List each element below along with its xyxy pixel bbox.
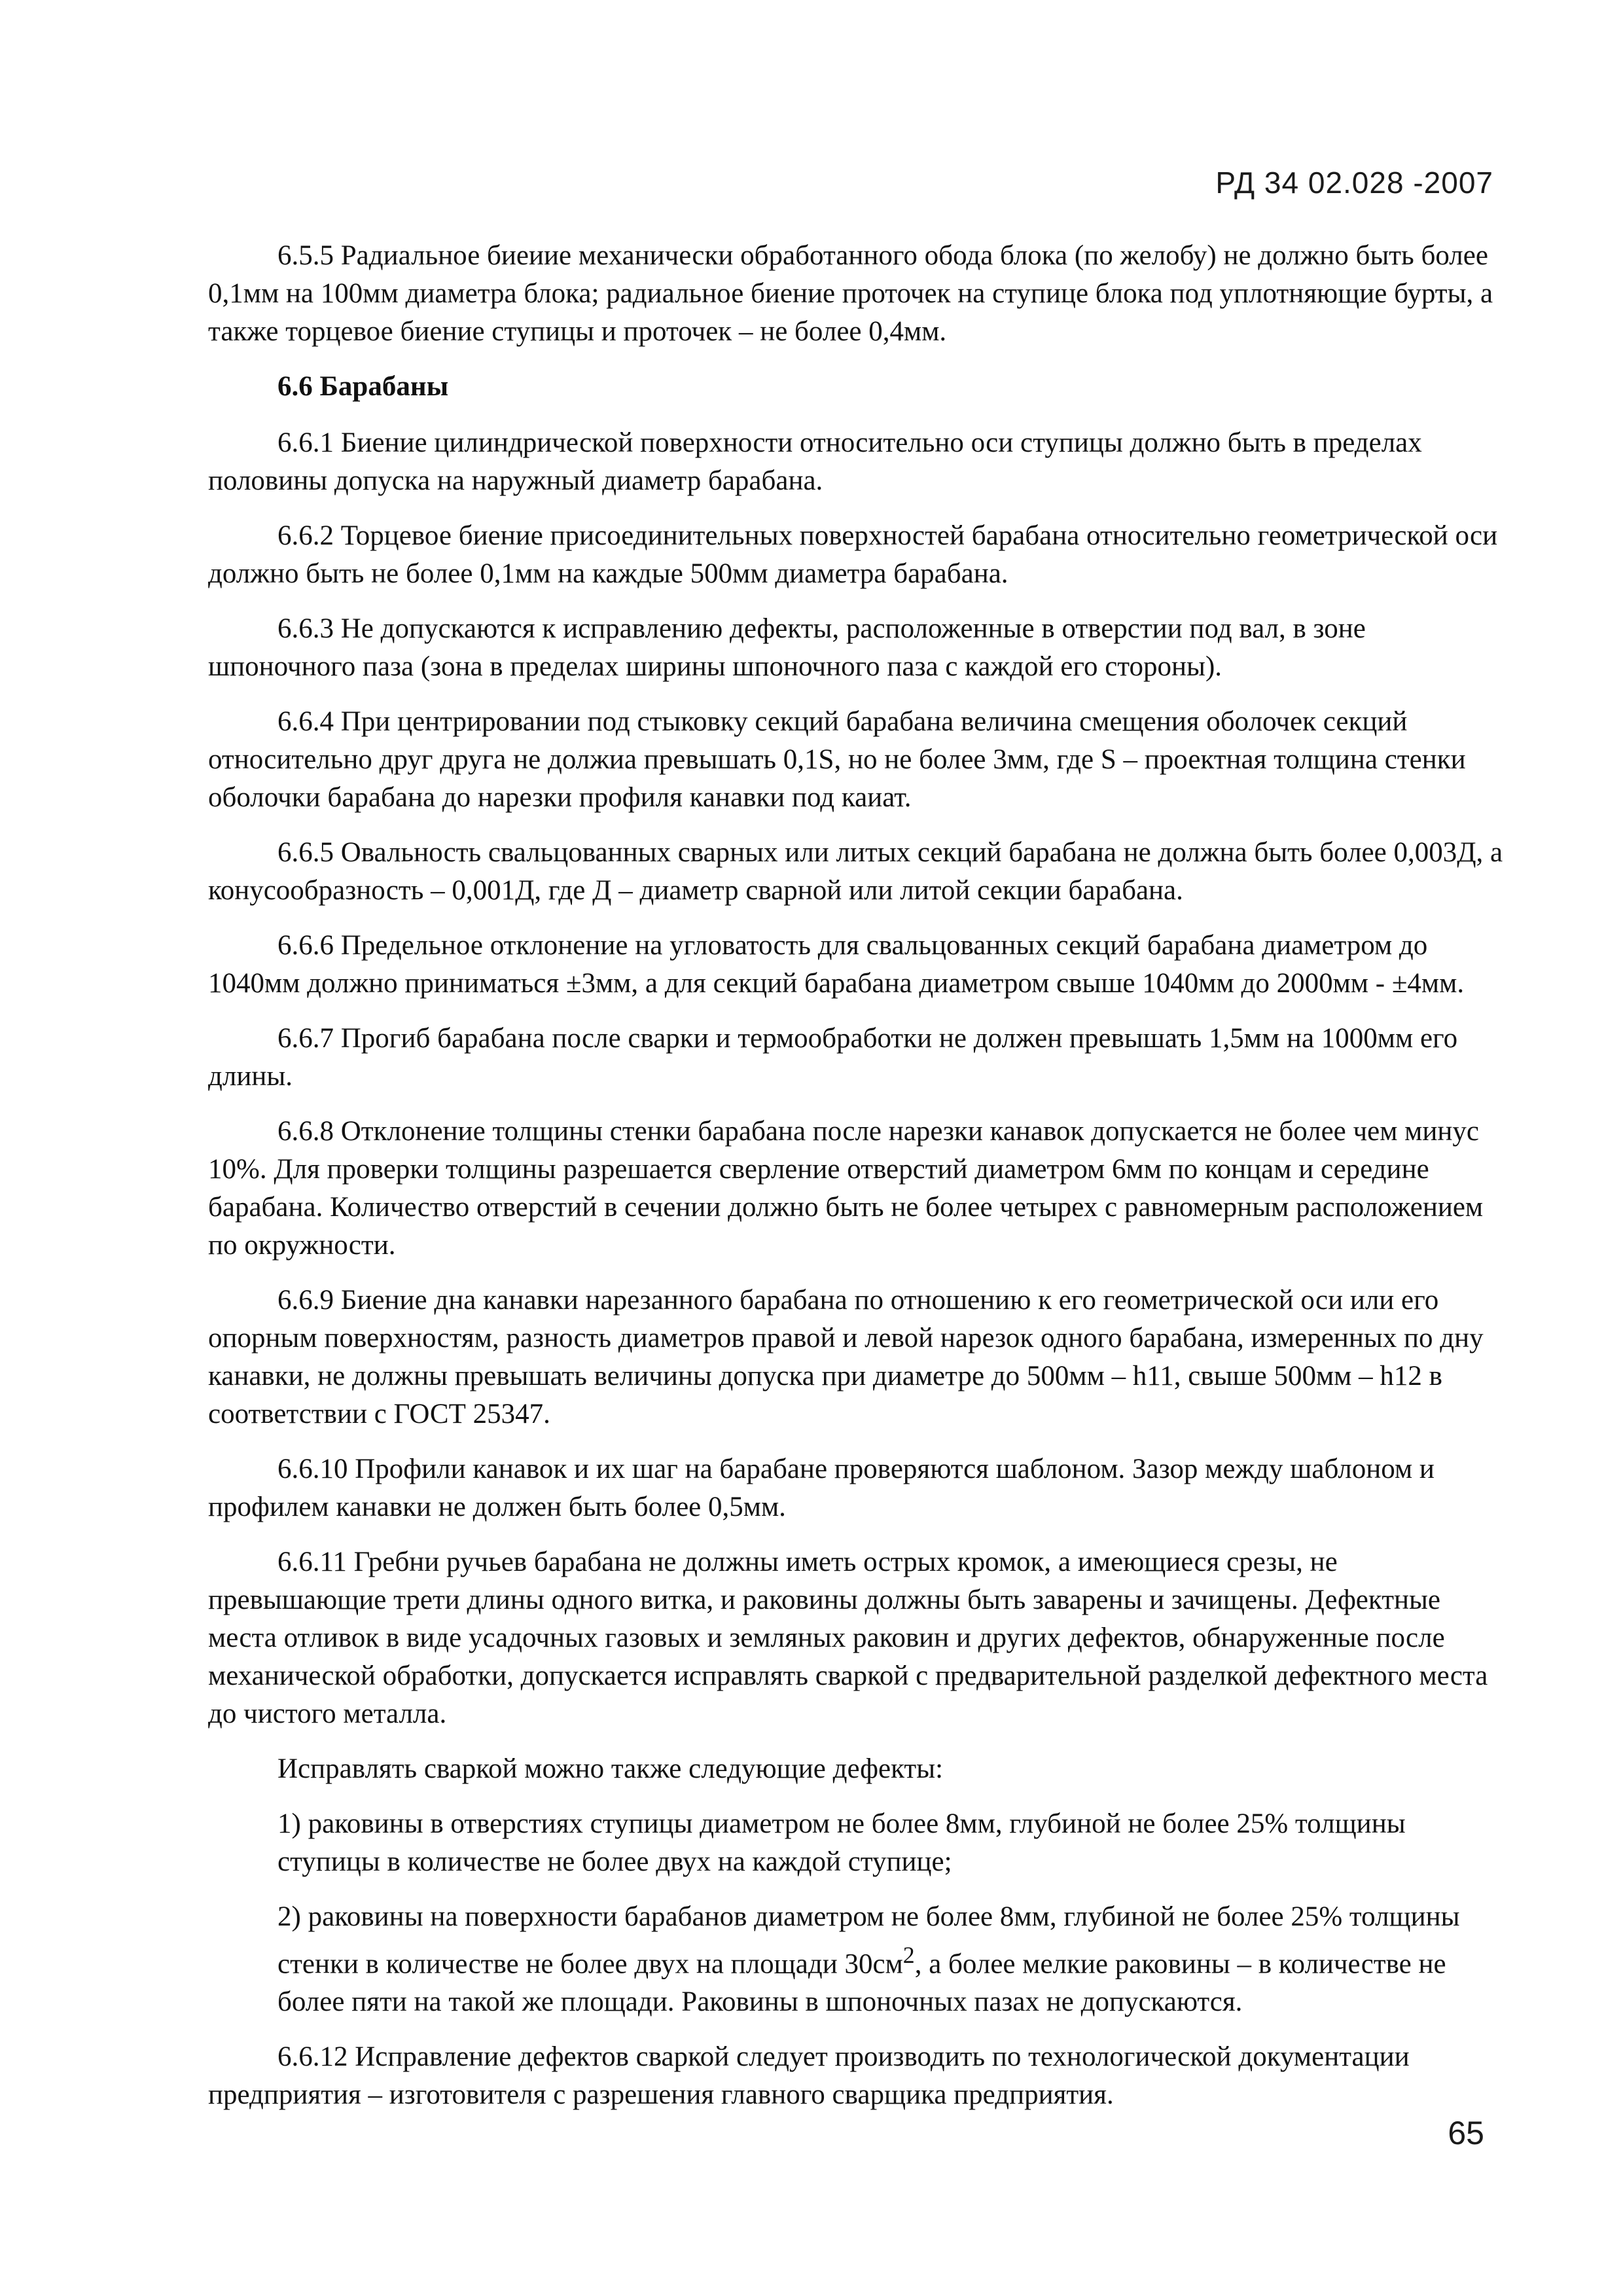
paragraph-weld-intro: Исправлять сваркой можно также следующие дефекты: [277, 1753, 944, 1784]
paragraph-6-5-5: 6.5.5 Радиальное биеиие механически обработанного обода блока (по желобу) не должно быть более 0,1мм на 100мм диаметра блока; радиальное биение проточек на ступице блока под уплотняющие бурты, а также торцевое биение ступицы и проточек – не более 0,4мм. [208, 240, 1493, 347]
paragraph-6-6-5: 6.6.5 Овальность свальцованных сварных или литых секций барабана не должна быть более 0,003Д, а конусообразность – 0,001Д, где Д – диаметр сварной или литой секции барабана. [208, 837, 1503, 906]
page-number: 65 [1448, 2115, 1484, 2151]
list-item-2-text-b: , а более мелкие раковины – в количестве не более пяти на такой же площади. Раковины в шпоночных пазах не допускаются. [277, 1948, 1446, 2018]
section-heading-6-6: 6.6 Барабаны [277, 371, 449, 402]
document-code: РД 34 02.028 -2007 [1215, 166, 1493, 200]
paragraph-6-6-4: 6.6.4 При центрировании под стыковку секций барабана величина смещения оболочек секций относительно друг друга не должиа превышать 0,1S, но не более 3мм, где S – проектная толщина стенки оболочки барабана до нарезки профиля канавки под каиат. [208, 706, 1466, 813]
paragraph-6-6-11: 6.6.11 Гребни ручьев барабана не должны иметь острых кромок, а имеющиеся срезы, не превышающие трети длины одного витка, и раковины должны быть заварены и зачищены. Дефектные места отливок в виде усадочных газовых и земляных раковин и других дефектов, обнаруженные после механической обработки, допускается исправлять сваркой с предварительной разделкой дефектного места до чистого металла. [208, 1547, 1488, 1729]
page-body [208, 237, 1504, 2131]
paragraph-6-6-1: 6.6.1 Биение цилиндрической поверхности относительно оси ступицы должно быть в пределах половины допуска на наружный диаметр барабана. [208, 427, 1422, 496]
list-item-1: 1) раковины в отверстиях ступицы диаметром не более 8мм, глубиной не более 25% толщины ступицы в количестве не более двух на каждой ступице; [277, 1808, 1406, 1877]
paragraph-6-6-3: 6.6.3 Не допускаются к исправлению дефекты, расположенные в отверстии под вал, в зоне шпоночного паза (зона в пределах ширины шпоночного паза с каждой его стороны). [208, 613, 1366, 682]
superscript-2: 2 [902, 1942, 915, 1968]
paragraph-6-6-7: 6.6.7 Прогиб барабана после сварки и термообработки не должен превышать 1,5мм на 1000мм его длины. [208, 1023, 1458, 1092]
paragraph-6-6-10: 6.6.10 Профили канавок и их шаг на барабане проверяются шаблоном. Зазор между шаблоном и профилем канавки не должен быть более 0,5мм. [208, 1454, 1435, 1522]
paragraph-6-6-2: 6.6.2 Торцевое биение присоединительных поверхностей барабана относительно геометрической оси должно быть не более 0,1мм на каждые 500мм диаметра барабана. [208, 520, 1498, 589]
paragraph-6-6-6: 6.6.6 Предельное отклонение на угловатость для свальцованных секций барабана диаметром до 1040мм должно приниматься ±3мм, а для секций барабана диаметром свыше 1040мм до 2000мм - ±4мм. [208, 930, 1465, 999]
paragraph-6-6-12: 6.6.12 Исправление дефектов сваркой следует производить по технологической документации предприятия – изготовителя с разрешения главного сварщика предприятия. [208, 2041, 1410, 2111]
list-item-2-text-a: 2) раковины на поверхности барабанов диаметром не более 8мм, глубиной не более 25% толщины стенки в количестве не более двух на площади 30см [277, 1901, 1460, 1980]
paragraph-6-6-9: 6.6.9 Биение дна канавки нарезанного барабана по отношению к его геометрической оси или его опорным поверхностям, разность диаметров правой и левой нарезок одного барабана, измеренных по дну канавки, не должны превышать величины допуска при диаметре до 500мм – h11, свыше 500мм – h12 в соответствии с ГОСТ 25347. [208, 1285, 1484, 1429]
list-item-2 [277, 1898, 1504, 2021]
paragraph-6-6-8: 6.6.8 Отклонение толщины стенки барабана после нарезки канавок допускается не более чем минус 10%. Для проверки толщины разрешается сверление отверстий диаметром 6мм по концам и середине барабана. Количество отверстий в сечении должно быть не более четырех с равномерным расположением по окружности. [208, 1116, 1484, 1261]
